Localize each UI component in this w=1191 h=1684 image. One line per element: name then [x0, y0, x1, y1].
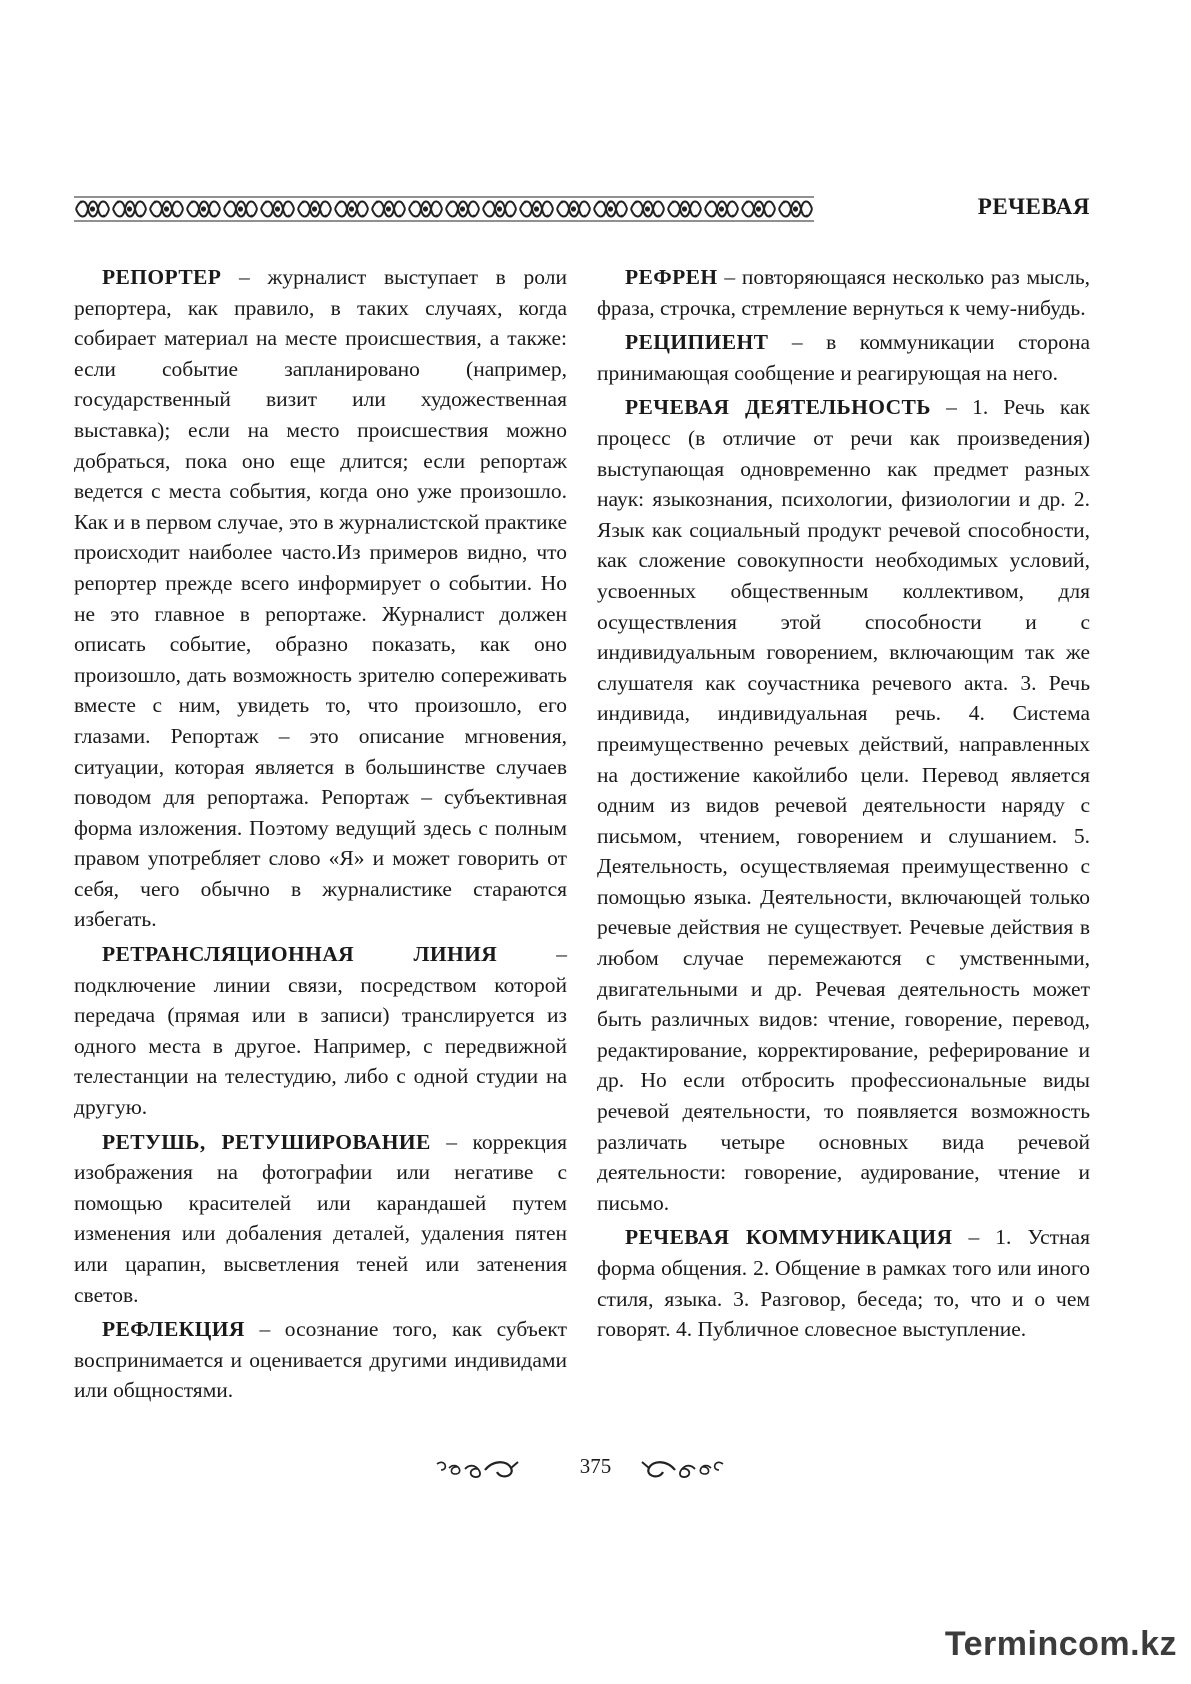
dictionary-entry-refrain — [597, 262, 1090, 323]
entry-definition: – 1. Речь как процесс (в отличие от речи как произведения) выступающая одновременно как предмет разных наук: языкознания, психологии, физиологии и др. 2. Язык как социальный продукт речевой способности, как сложение совокупности необходимых условий, усвоенных общественным коллективом, для осуществления этой способности и с индивидуальным говорением, включающим так же слушателя как соучастника речевого акта. 3. Речь индивида, индивидуальная речь. 4. Система преимущественно речевых действий, направленных на достижение какойлибо цели. Перевод является одним из видов речевой деятельности наряду с письмом, чтением, говорением и слушанием. 5. Деятельность, осуществляемая преимущественно с помощью языка. Деятельности, включающей только речевые действия не существует. Речевые действия в любом случае перемежаются с умственными, двигательными и др. Речевая деятельность может быть различных видов: чтение, говорение, перевод, редактирование, корректирование, реферирование и др. Но если отбросить профессиональные виды речевой деятельности, то появляется возможность различать четыре основных вида речевой деятельности: говорение, аудирование, чтение и письмо. — [597, 395, 1090, 1215]
right-column — [597, 262, 1090, 1349]
page-footer — [0, 1448, 1191, 1488]
entry-term: РЕЧЕВАЯ ДЕЯТЕЛЬНОСТЬ — [625, 395, 931, 420]
entry-definition: – подключение линии связи, посредством которой передача (прямая или в записи) транслируется из одного места в другое. Например, с передвижной телестанции на телестудию, либо с одной студии на другую. — [74, 942, 568, 1120]
dictionary-entry-speech-activity — [597, 392, 1090, 1218]
page-header — [74, 190, 1090, 230]
entry-definition: – журналист выступает в роли репортера, как правило, в таких случаях, когда собирает материал на месте происшествия, а также: если событие запланировано (например, государственный визит или художественная выставка); если на место происшествия можно добраться, пока оно еще длится; если репортаж ведется с места события, когда оно уже произошло. Как и в первом случае, это в журналистской практике происходит наиболее часто.Из примеров видно, что репортер прежде всего информирует о событии. Но не это главное в репортаже. Журналист должен описать событие, образно показать, как оно произошло, дать возможность зрителю сопереживать вместе с ним, увидеть то, что произошло, его глазами. Репортаж – это описание мгновения, ситуации, которая является в большинстве случаев поводом для репортажа. Репортаж – субъективная форма изложения. Поэтому ведущий здесь с полным правом употребляет слово «Я» и может говорить от себя, чего обычно в журналистике стараются избегать. — [74, 265, 567, 932]
entry-definition: – осознание того, как субъект воспринимается и оценивается другими индивидами или общностями. — [74, 1317, 567, 1403]
site-watermark: Termincom.kz — [944, 1625, 1177, 1663]
ornament-band-icon — [74, 196, 814, 222]
dictionary-entry-retouch — [74, 1127, 567, 1311]
entry-term: РЕПОРТЕР — [102, 265, 222, 289]
entry-term: РЕТУШЬ, РЕТУШИРОВАНИЕ — [102, 1129, 431, 1154]
dictionary-entry-reporter — [74, 262, 567, 935]
running-head: РЕЧЕВАЯ — [977, 194, 1090, 219]
entry-term: РЕФРЕН — [625, 265, 718, 289]
dictionary-entry-recipient — [597, 327, 1090, 388]
entry-definition: – повторяющаяся несколько раз мысль, фраза, строчка, стремление вернуться к чему-нибудь. — [597, 265, 1090, 320]
entry-term: РЕТРАНСЛЯЦИОННАЯ ЛИНИЯ — [102, 942, 498, 967]
page-number: 375 — [579, 1454, 612, 1478]
entry-term: РЕФЛЕКЦИЯ — [102, 1317, 245, 1342]
entry-definition: – в коммуникации сторона принимающая сообщение и реагирующая на него. — [597, 330, 1090, 385]
entry-definition: – коррекция изображения на фотографии или негативе с помощью красителей или карандашей путем изменения или добаления деталей, удаления пятен или царапин, высветления теней или затенения светов. — [74, 1129, 567, 1307]
dictionary-entry-speech-communication — [597, 1222, 1090, 1344]
dictionary-entry-relay-line — [74, 939, 567, 1123]
entry-term: РЕЦИПИЕНТ — [625, 330, 769, 355]
left-column — [74, 262, 567, 1410]
entry-definition: – 1. Устная форма общения. 2. Общение в рамках того или иного стиля, языка. 3. Разговор, беседа; то, что и о чем говорят. 4. Публичное словесное выступление. — [597, 1225, 1090, 1342]
entry-term: РЕЧЕВАЯ КОММУНИКАЦИЯ — [625, 1225, 953, 1250]
dictionary-entry-reflection — [74, 1314, 567, 1406]
swirl-ornament-icon — [640, 1456, 725, 1482]
